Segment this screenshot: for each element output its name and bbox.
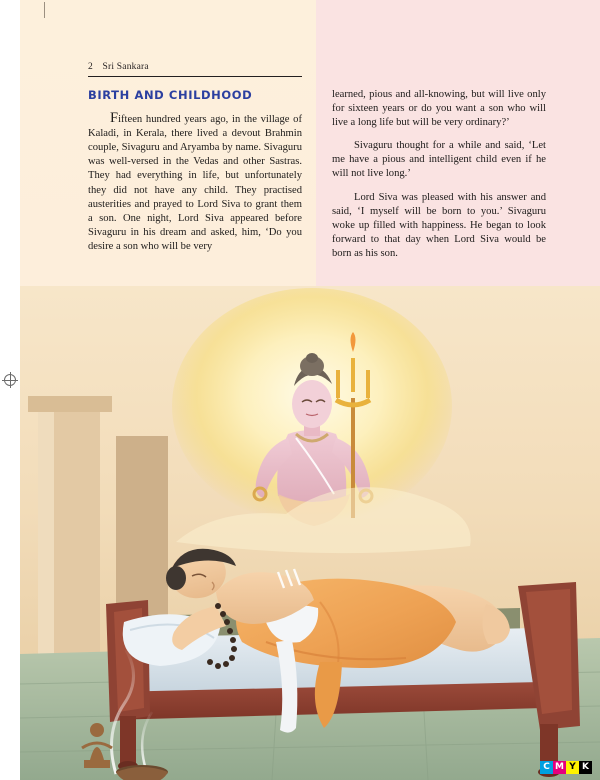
crop-tick-icon: [44, 2, 45, 18]
chapter-title: BIRTH AND CHILDHOOD: [88, 88, 253, 102]
text-column-left: [88, 88, 302, 254]
cmyk-swatch-k: K: [579, 761, 592, 774]
illustration: [20, 286, 600, 780]
running-title: Sri Sankara: [102, 62, 149, 72]
registration-circle-icon: [4, 374, 16, 386]
paragraph-text: ifteen hundred years ago, in the village of Kaladi, in Kerala, there lived a devout Brahmin couple, Sivaguru and Aryamba by name. Sivaguru was well-versed in the Vedas and other Sastras. They had everything in life, but unfortunately they did not have any child. They practised austerities and prayed to Lord Siva to grant them a son. One night, Lord Siva appeared before Sivaguru in his dream and asked, him, ‘Do you desire a son who will be very: [88, 114, 302, 252]
page-number: 2: [88, 62, 93, 72]
cmyk-color-bar: [540, 761, 592, 774]
cmyk-swatch-m: M: [553, 761, 566, 774]
left-trim-margin: [0, 0, 20, 780]
cmyk-swatch-y: Y: [566, 761, 579, 774]
header-rule: [88, 76, 302, 77]
cmyk-swatch-c: C: [540, 761, 553, 774]
paragraph: Sivaguru thought for a while and said, ‘Let me have a pious and intelligent child even if he will not live long.’: [332, 140, 546, 180]
text-column-right: [332, 88, 546, 261]
running-head: [88, 62, 302, 72]
paragraph: learned, pious and all-knowing, but will live only for sixteen years or do you want a son who will live a long life but will be very ordinary?’: [332, 89, 546, 129]
paragraph: Lord Siva was pleased with his answer and said, ‘I myself will be born to you.’ Sivaguru woke up filled with happiness. He began to look forward to that day when Lord Siva would be born as his son.: [332, 191, 546, 259]
paragraph: [88, 111, 302, 254]
drop-cap: F: [110, 110, 119, 127]
